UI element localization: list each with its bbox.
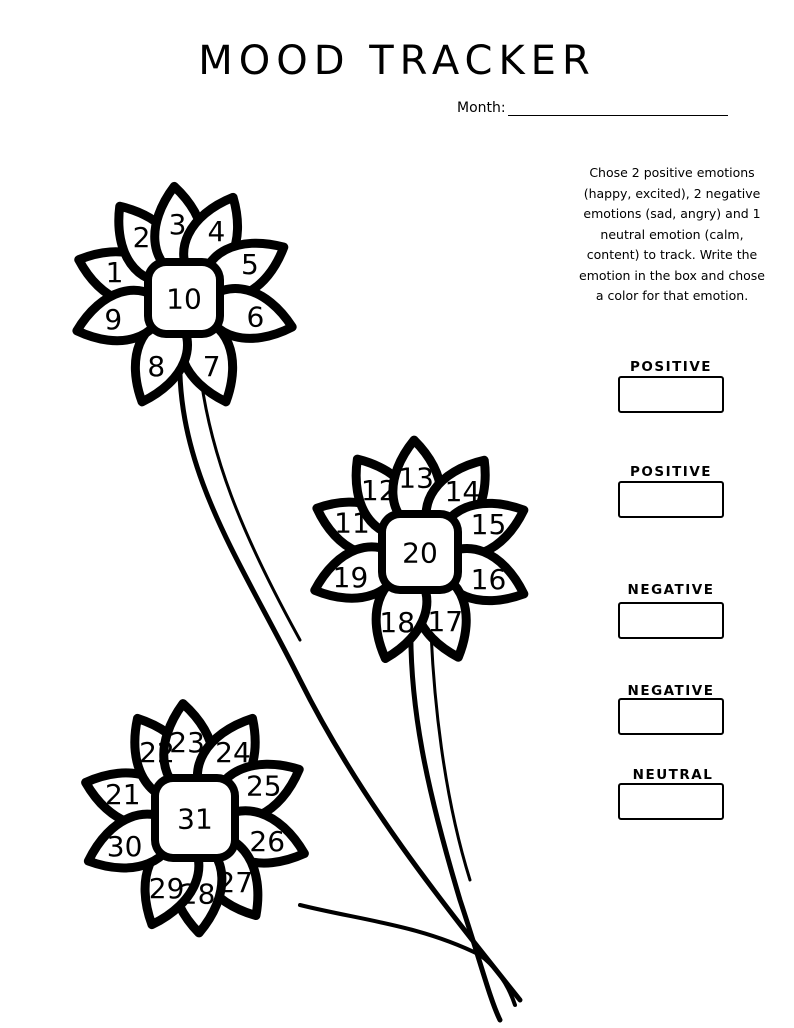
- legend-label-negative-2: NEGATIVE: [627, 683, 715, 699]
- legend-label-negative-1: NEGATIVE: [627, 582, 715, 598]
- petal-day-number: 22: [139, 735, 175, 769]
- petal-day-number: 15: [470, 507, 507, 541]
- center-day-number: 31: [177, 802, 213, 836]
- petal-day-number: 14: [444, 474, 481, 508]
- petal-day-number: 3: [168, 207, 187, 241]
- flower-1: [70, 184, 299, 411]
- petal-day-number: 18: [379, 605, 416, 639]
- petal-day-number: 5: [240, 247, 259, 281]
- center-day-number: 10: [166, 282, 202, 316]
- petal-day-number: 11: [334, 506, 370, 540]
- instructions-text: Chose 2 positive emotions (happy, excited), 2 negative emotions (sad, angry) and 1 neutral emotion (calm, content) to track. Write the emotion in the box and chose a color for that emotion.: [579, 165, 765, 303]
- petal-day-number: 2: [132, 220, 151, 254]
- petal-day-number: 27: [217, 865, 254, 899]
- petal-day-number: 8: [147, 350, 166, 383]
- petal-day-number: 21: [104, 778, 141, 811]
- petal-day-number: 6: [246, 300, 265, 334]
- petal-day-number: 23: [169, 726, 205, 759]
- petal-day-number: 26: [249, 825, 286, 858]
- center-day-number: 20: [402, 536, 438, 570]
- petal-day-number: 25: [245, 769, 282, 803]
- petal-day-number: 9: [104, 303, 123, 337]
- petal-day-number: 28: [179, 877, 216, 911]
- petal-day-number: 1: [105, 256, 124, 290]
- petal-day-number: 16: [470, 563, 507, 597]
- flower-3: [78, 701, 312, 934]
- petal-day-number: 29: [148, 871, 185, 905]
- petal-day-number: 30: [106, 829, 143, 863]
- flower-2: [307, 439, 533, 666]
- petal-day-number: 24: [215, 735, 251, 769]
- petal-day-number: 13: [398, 461, 434, 495]
- legend-label-positive-2: POSITIVE: [629, 464, 713, 480]
- page-title: MOOD TRACKER: [198, 38, 596, 84]
- stems: [180, 350, 520, 1020]
- petal-day-number: 4: [207, 215, 226, 249]
- petal-day-number: 17: [427, 605, 464, 638]
- petal-day-number: 7: [202, 350, 221, 383]
- month-label: Month:: [457, 100, 506, 116]
- stem-flower-3: [300, 905, 515, 1005]
- petal-day-number: 12: [360, 474, 397, 508]
- legend-label-neutral: NEUTRAL: [632, 767, 714, 783]
- petal-day-number: 19: [332, 560, 369, 594]
- legend-label-positive-1: POSITIVE: [629, 359, 713, 375]
